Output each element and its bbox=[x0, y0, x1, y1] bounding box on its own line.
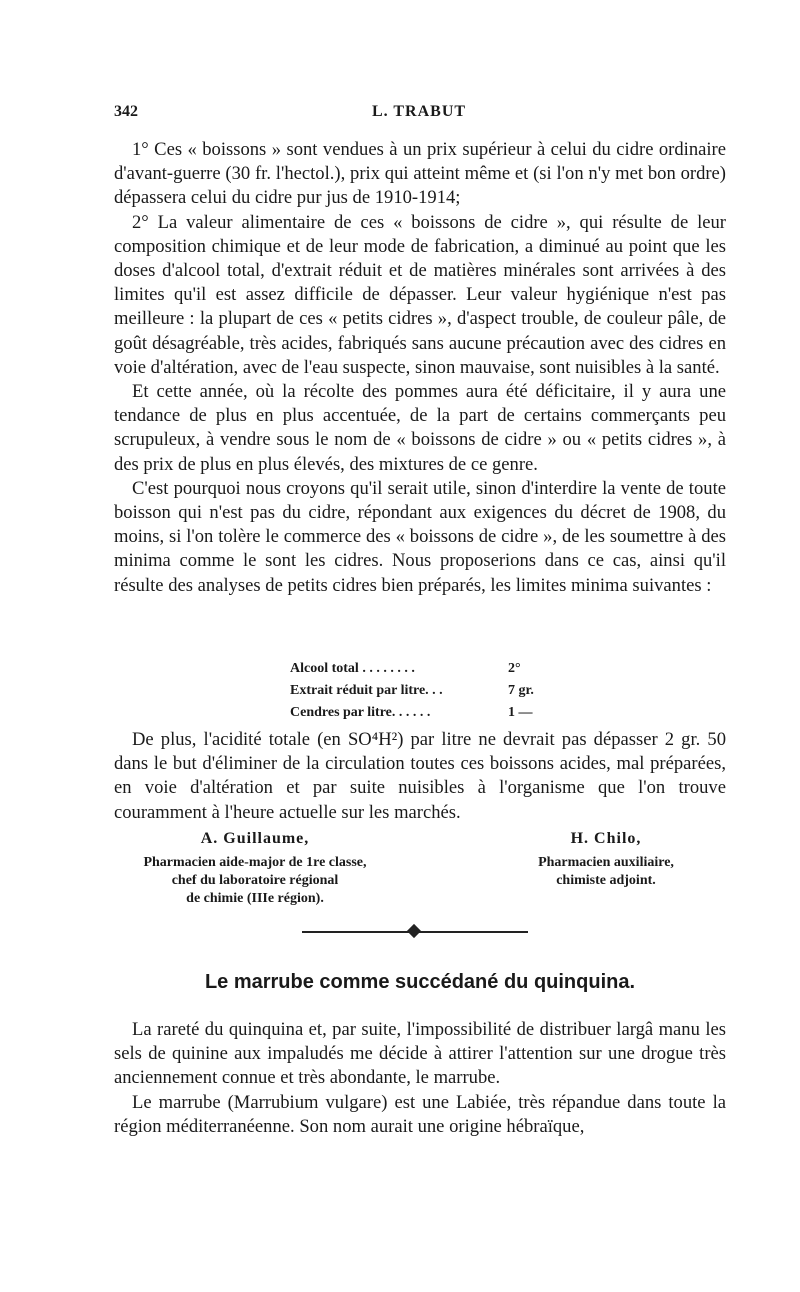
signature-left bbox=[120, 830, 390, 908]
table-value: 2° bbox=[508, 661, 521, 676]
divider-ornament-icon bbox=[407, 924, 421, 938]
signature-name: A. Guillaume, bbox=[200, 830, 310, 847]
minima-table bbox=[290, 658, 550, 724]
table-value: 1 — bbox=[508, 705, 533, 720]
running-author: L. TRABUT bbox=[372, 103, 467, 120]
body-text-upper bbox=[114, 138, 726, 598]
signature-line: chimiste adjoint. bbox=[556, 873, 656, 888]
signature-line: Pharmacien aide-major de 1re classe, bbox=[143, 855, 367, 870]
paragraph: Et cette année, où la récolte des pommes aura été déficitaire, il y aura une tendance de plus en plus accentuée, de la part de certains commerçants peu scrupuleux, à vendre sous le nom de « boissons de cidre » ou « petits cidres », à des prix de plus en plus élevés, des mixtures de ce genre. bbox=[114, 381, 726, 475]
signature-name: H. Chilo, bbox=[570, 830, 642, 847]
running-header bbox=[114, 103, 724, 127]
signature-line: Pharmacien auxiliaire, bbox=[538, 855, 674, 870]
page-number: 342 bbox=[114, 103, 138, 120]
body-text-lower bbox=[114, 1018, 726, 1139]
table-value: 7 gr. bbox=[508, 683, 534, 698]
body-text-middle bbox=[114, 728, 726, 825]
table-row bbox=[290, 702, 550, 724]
signature-line: de chimie (IIIe région). bbox=[186, 891, 324, 906]
paragraph: 1° Ces « boissons » sont vendues à un prix supérieur à celui du cidre ordinaire d'avant-guerre (30 fr. l'hectol.), prix qui atteint même et (si l'on n'y met bon ordre) dépassera celui du cidre pur jus de 1910-1914; bbox=[114, 139, 726, 209]
paragraph: C'est pourquoi nous croyons qu'il serait utile, sinon d'interdire la vente de toute boisson qui n'est pas du cidre, répondant aux exigences du décret de 1908, du moins, si l'on tolère le commerce des « boissons de cidre », de les soumettre à des minima comme le sont les cidres. Nous proposerions dans ce cas, ainsi qu'il résulte des analyses de petits cidres bien préparés, les limites minima suivantes : bbox=[114, 477, 726, 596]
table-label: Cendres par litre. . . . . . bbox=[290, 705, 431, 720]
paragraph: La rareté du quinquina et, par suite, l'impossibilité de distribuer largâ manu les sels de quinine aux impaludés me décide à attirer l'attention sur une drogue très anciennement connue et très abondante, le marrube. bbox=[114, 1019, 726, 1089]
signature-right bbox=[496, 830, 716, 890]
table-label: Extrait réduit par litre. . . bbox=[290, 683, 443, 698]
paragraph: 2° La valeur alimentaire de ces « boissons de cidre », qui résulte de leur composition chimique et de leur mode de fabrication, a diminué au point que les doses d'alcool total, d'extrait réduit et de matières minérales sont arrivées à des limites qu'il est assez difficile de dépasser. Leur valeur hygiénique n'est pas meilleure : la plupart de ces « petits cidres », d'aspect trouble, de couleur pâle, de goût désagréable, très acides, fabriqués sans aucune précaution avec des cidres en voie d'altération, avec de l'eau suspecte, sinon mauvaise, sont nuisibles à la santé. bbox=[114, 211, 726, 378]
table-row bbox=[290, 658, 550, 680]
paragraph: De plus, l'acidité totale (en SO⁴H²) par litre ne devrait pas dépasser 2 gr. 50 dans le but d'éliminer de la circulation toutes ces boissons acides, mal préparées, en voie d'altération et par suite nuisibles à l'organisme que l'on trouve couramment à l'heure actuelle sur les marchés. bbox=[114, 729, 726, 823]
table-label: Alcool total . . . . . . . . bbox=[290, 661, 415, 676]
table-row bbox=[290, 680, 550, 702]
signature-line: chef du laboratoire régional bbox=[171, 873, 339, 888]
section-title: Le marrube comme succédané du quinquina. bbox=[204, 971, 636, 993]
paragraph: Le marrube (Marrubium vulgare) est une Labiée, très répandue dans toute la région méditerranéenne. Son nom aurait une origine hébraïque, bbox=[114, 1091, 726, 1137]
